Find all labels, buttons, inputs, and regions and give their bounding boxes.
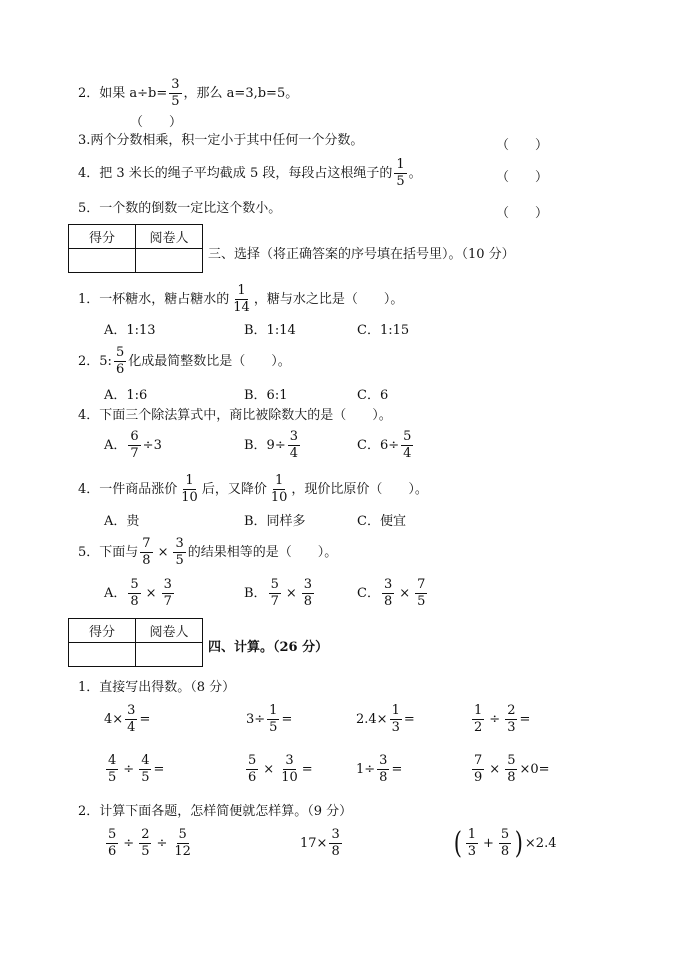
calc-2b: $\frac{5}{6}$ × $\frac{3}{10}$ = [248,753,313,786]
option-a[interactable]: A．1:13 [104,323,156,338]
calc-3c: ( $\frac{1}{3}$ + $\frac{5}{8}$ ) ×2.4 [453,825,557,861]
option-a[interactable]: A． $\frac{5}{8}$ × $\frac{3}{7}$ [104,577,172,610]
option-c[interactable]: C． $\frac{3}{8}$ × $\frac{7}{5}$ [357,577,426,610]
answer-paren-q3[interactable]: （ ） [496,138,549,153]
judge-q3: 3.两个分数相乘，积一定小于其中任何一个分数。 [78,133,364,148]
judge-q4: 4．把 3 米长的绳子平均截成 5 段，每段占这根绳子的 $\frac{1}{5}$ 。 [78,157,422,190]
option-b[interactable]: B． $\frac{5}{7}$ × $\frac{3}{8}$ [244,577,313,610]
choice-q1: 1．一杯糖水，糖占糖水的 $\frac{1}{14}$ ，糖与水之比是（ ）。 [78,283,404,316]
score-label: 得分 [69,619,136,643]
choice-q5: 5．下面与 $\frac{7}{8}$ × $\frac{3}{5}$ 的结果相等的是（ ）。 [78,536,338,569]
fraction: $\frac{7}{8}$ [142,536,151,569]
fraction: $\frac{5}{6}$ [115,345,125,378]
fraction: $\frac{1}{5}$ [396,157,405,190]
answer-paren-q2[interactable]: （ ） [130,115,183,130]
calc-sub2: 2．计算下面各题，怎样简便就怎样算。（9 分） [78,804,353,819]
option-a[interactable]: A． $\frac{6}{7}$ ÷3 [104,429,162,462]
grader-label: 阅卷人 [136,225,203,249]
option-b[interactable]: B．6:1 [244,388,288,403]
score-table [68,618,203,667]
fraction: $\frac{1}{10}$ [270,473,288,506]
calc-3a: $\frac{5}{6}$ ÷ $\frac{2}{5}$ ÷ $\frac{5}{12}$ [108,827,191,860]
calc-sub1: 1．直接写出得数。（8 分） [78,680,236,695]
section4-title: 四、计算。（26 分） [208,640,329,655]
calc-1d: $\frac{1}{2}$ ÷ $\frac{2}{3}$ = [474,703,531,736]
fraction: $\frac{3}{5}$ [175,536,184,569]
calc-2a: $\frac{4}{5}$ ÷ $\frac{4}{5}$ = [108,753,165,786]
calc-1b: 3÷ $\frac{1}{5}$ = [246,703,293,736]
calc-2d: $\frac{7}{9}$ × $\frac{5}{8}$ ×0= [474,753,550,786]
calc-1a: 4× $\frac{3}{4}$ = [104,703,151,736]
option-c[interactable]: C．便宜 [357,514,406,529]
fraction: $\frac{6}{7}$ [130,429,139,462]
score-cell[interactable] [69,249,136,273]
fraction: $\frac{1}{10}$ [181,473,198,506]
grader-cell[interactable] [136,249,203,273]
answer-paren-q4[interactable]: （ ） [496,170,549,185]
calc-2c: 1÷ $\frac{3}{8}$ = [356,753,403,786]
option-c[interactable]: C．6 [357,388,389,403]
option-b[interactable]: B．同样多 [244,514,306,529]
option-c[interactable]: C．1:15 [357,323,410,338]
section3-title: 三、选择（将正确答案的序号填在括号里）。（10 分） [208,247,515,262]
option-b[interactable]: B．1:14 [244,323,296,338]
calc-1c: 2.4× $\frac{1}{3}$ = [356,703,415,736]
option-b[interactable]: B．9÷ $\frac{3}{4}$ [244,429,298,462]
option-c[interactable]: C．6÷ $\frac{5}{4}$ [357,429,412,462]
fraction: $\frac{1}{14}$ [233,283,250,316]
fraction: $\frac{5}{4}$ [403,429,412,462]
answer-paren-q5[interactable]: （ ） [496,206,549,221]
grader-cell[interactable] [136,643,203,667]
fraction: $\frac{3}{4}$ [289,429,298,462]
score-cell[interactable] [69,643,136,667]
option-a[interactable]: A．贵 [104,514,140,529]
judge-q5: 5．一个数的倒数一定比这个数小。 [78,201,282,216]
judge-q2: 2．如果 a÷b= $\frac{3}{5}$ ，那么 a=3,b=5。 [78,77,299,110]
fraction: $\frac{3}{5}$ [171,77,180,110]
choice-q2: 2．5: $\frac{5}{6}$ 化成最简整数比是（ ）。 [78,345,291,378]
score-table [68,224,203,273]
grader-label: 阅卷人 [136,619,203,643]
option-a[interactable]: A．1:6 [104,388,148,403]
calc-3b: 17× $\frac{3}{8}$ [300,827,340,860]
choice-q4: 4．一件商品涨价 $\frac{1}{10}$ 后，又降价 $\frac{1}{10}$ ，现价比原价（ ）。 [78,473,428,506]
score-label: 得分 [69,225,136,249]
choice-q3: 4．下面三个除法算式中，商比被除数大的是（ ）。 [78,408,392,423]
